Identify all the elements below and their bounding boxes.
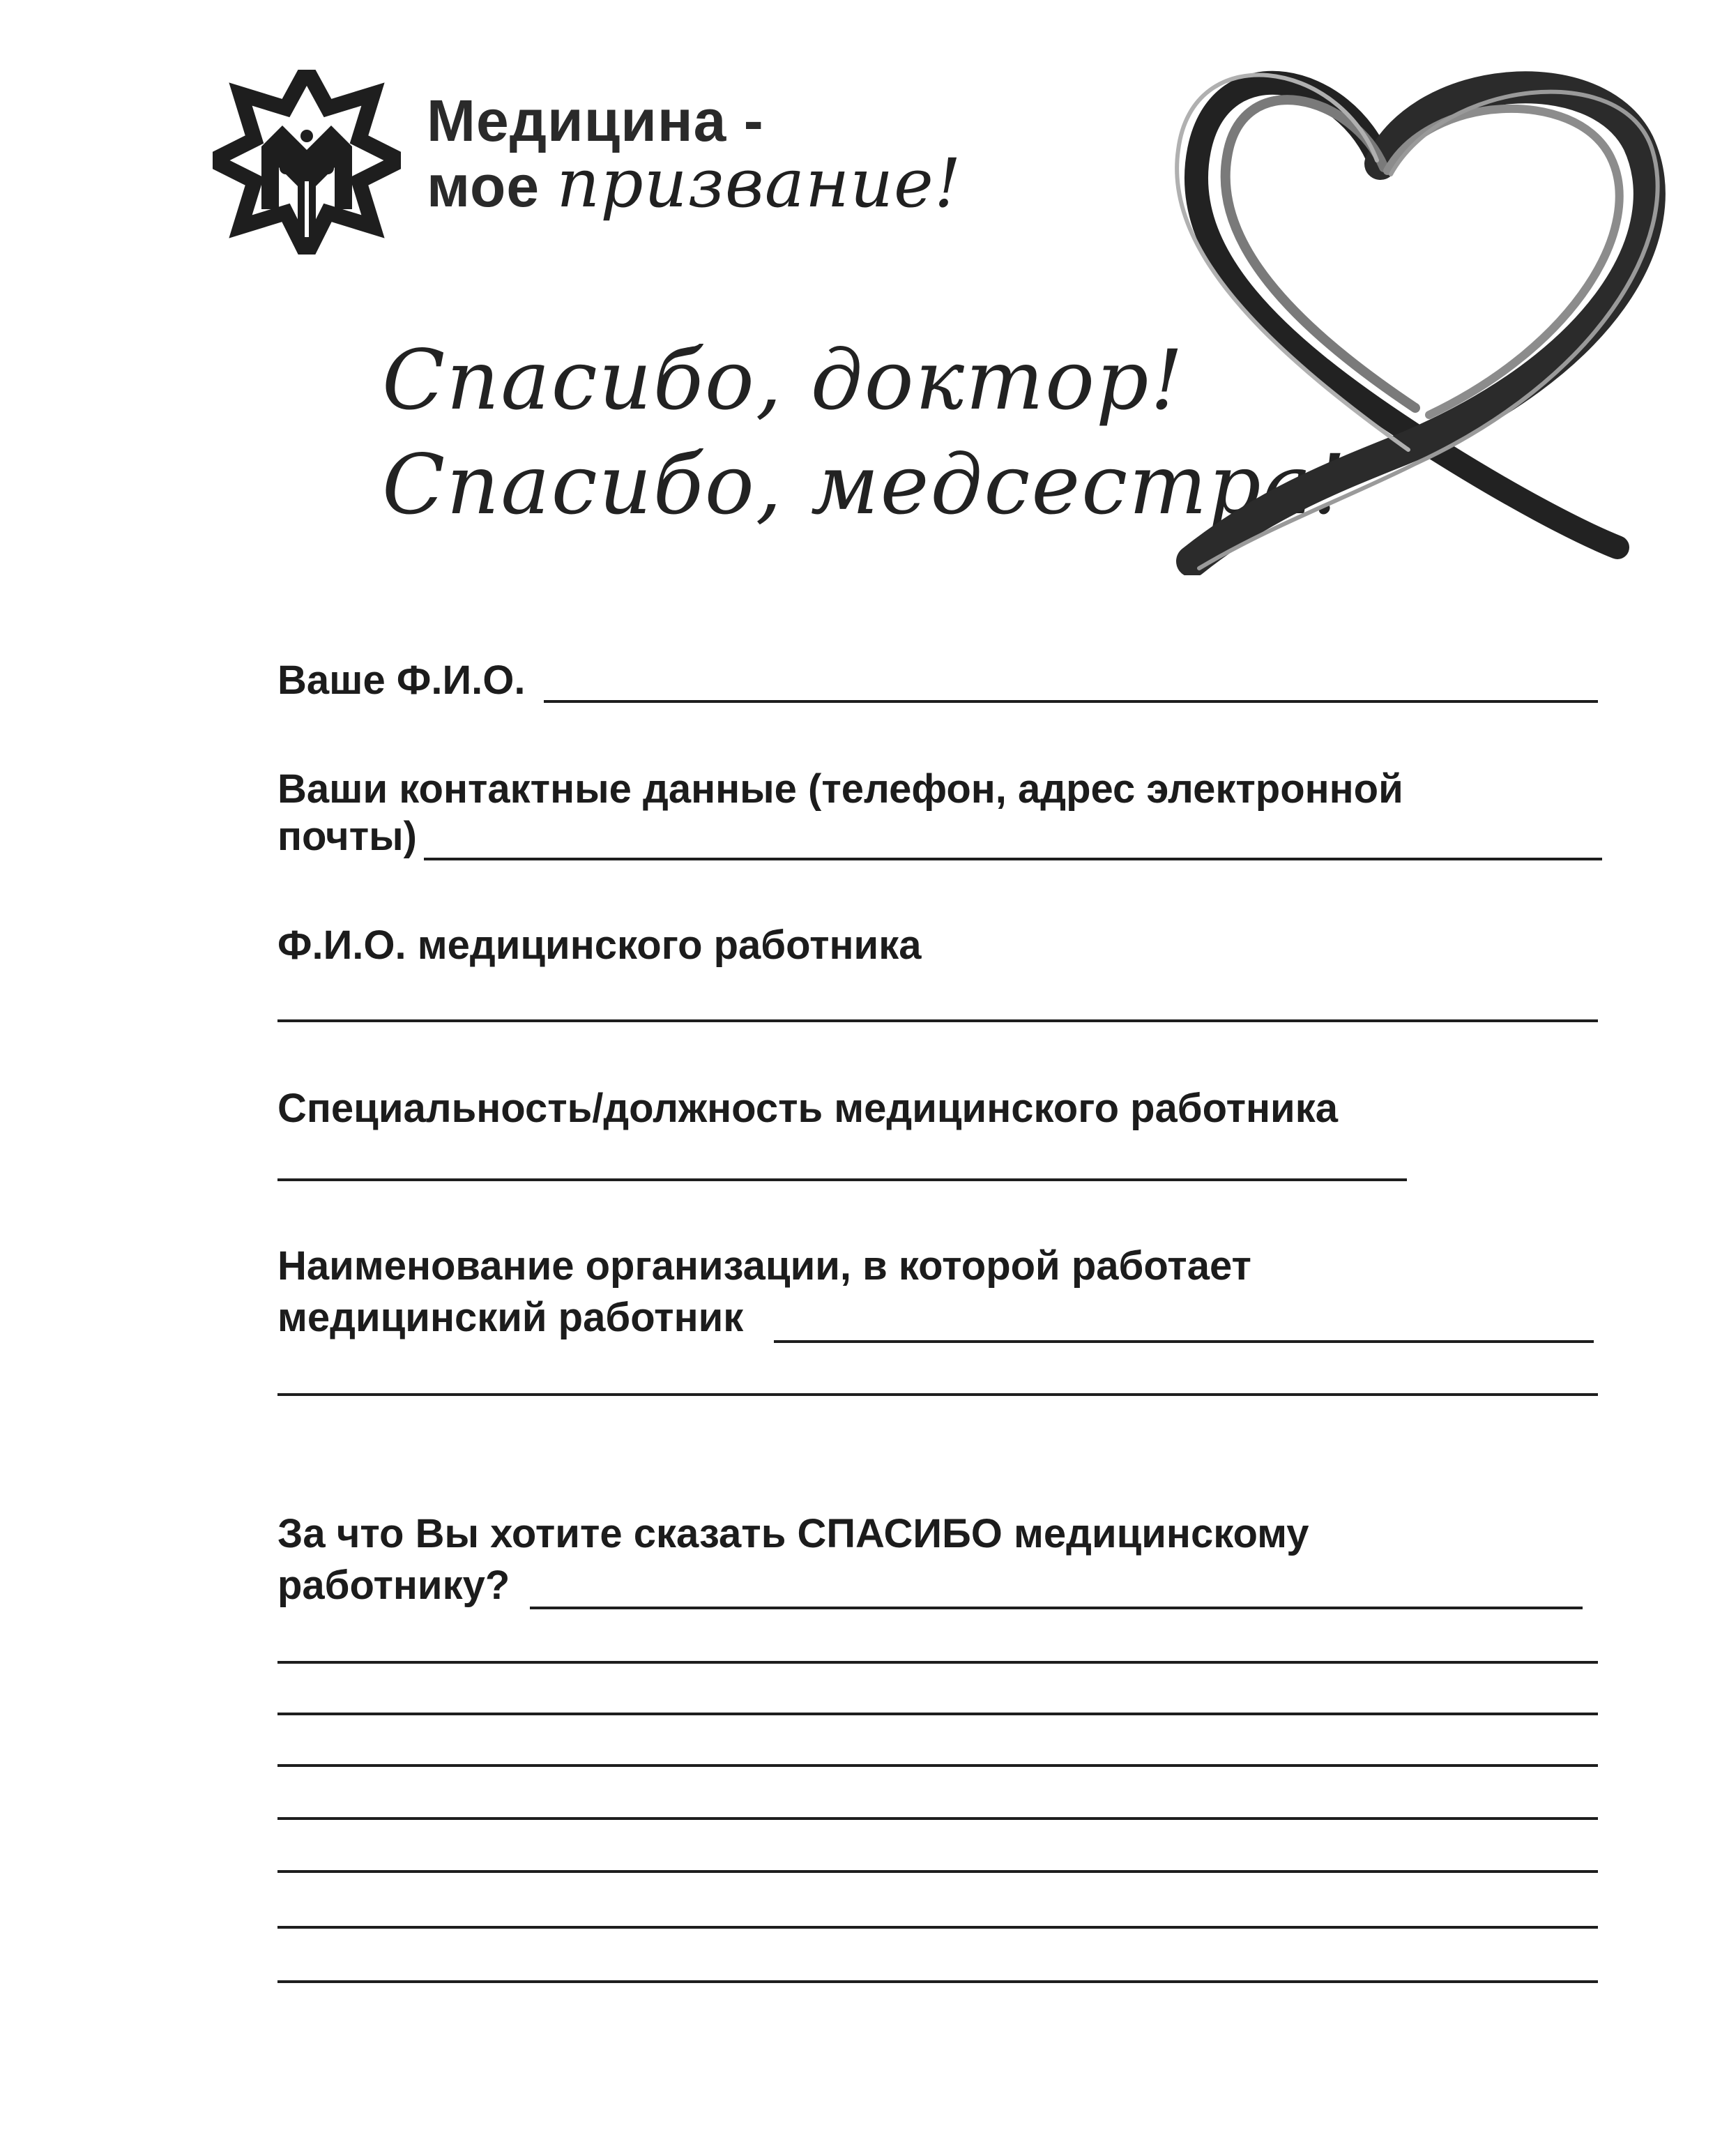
- worker-name-field[interactable]: [277, 1019, 1598, 1022]
- thanks-field-line-1[interactable]: [530, 1607, 1583, 1609]
- star-emblem-icon: [213, 70, 401, 255]
- heart-brush-icon: [1150, 17, 1680, 575]
- thanks-field-line-7[interactable]: [277, 1926, 1598, 1929]
- thanks-field-line-5[interactable]: [277, 1817, 1598, 1820]
- brand-line-2-script: призвание!: [556, 144, 962, 222]
- organization-label-line-1: Наименование организации, в которой работает: [277, 1243, 1251, 1289]
- thanks-label-line-1: За что Вы хотите сказать СПАСИБО медицинскому: [277, 1511, 1309, 1556]
- organization-field-line-1[interactable]: [774, 1340, 1594, 1343]
- contacts-label-line-1: Ваши контактные данные (телефон, адрес электронной: [277, 766, 1403, 812]
- brand-line-2-plain: мое: [427, 153, 540, 219]
- contacts-label-line-2: почты): [277, 814, 417, 859]
- thanks-field-line-3[interactable]: [277, 1713, 1598, 1715]
- slogan-line-2: Спасибо, медсестра!: [382, 436, 1348, 533]
- brand-line-2: [427, 144, 962, 222]
- thanks-field-line-4[interactable]: [277, 1764, 1598, 1767]
- brand-title: [427, 88, 962, 222]
- worker-name-label: Ф.И.О. медицинского работника: [277, 923, 922, 968]
- specialty-label: Специальность/должность медицинского работника: [277, 1086, 1338, 1131]
- organization-label-line-2: медицинский работник: [277, 1295, 744, 1340]
- full-name-field[interactable]: [544, 700, 1598, 703]
- slogan-line-1: Спасибо, доктор!: [382, 332, 1185, 428]
- specialty-field[interactable]: [277, 1178, 1407, 1181]
- thanks-field-line-6[interactable]: [277, 1870, 1598, 1873]
- thanks-field-line-8[interactable]: [277, 1980, 1598, 1983]
- organization-field-line-2[interactable]: [277, 1393, 1598, 1396]
- full-name-label: Ваше Ф.И.О.: [277, 658, 526, 703]
- contacts-field[interactable]: [424, 858, 1602, 860]
- thanks-field-line-2[interactable]: [277, 1661, 1598, 1664]
- thanks-label-line-2: работнику?: [277, 1563, 510, 1608]
- brand-line-1: Медицина -: [427, 88, 764, 153]
